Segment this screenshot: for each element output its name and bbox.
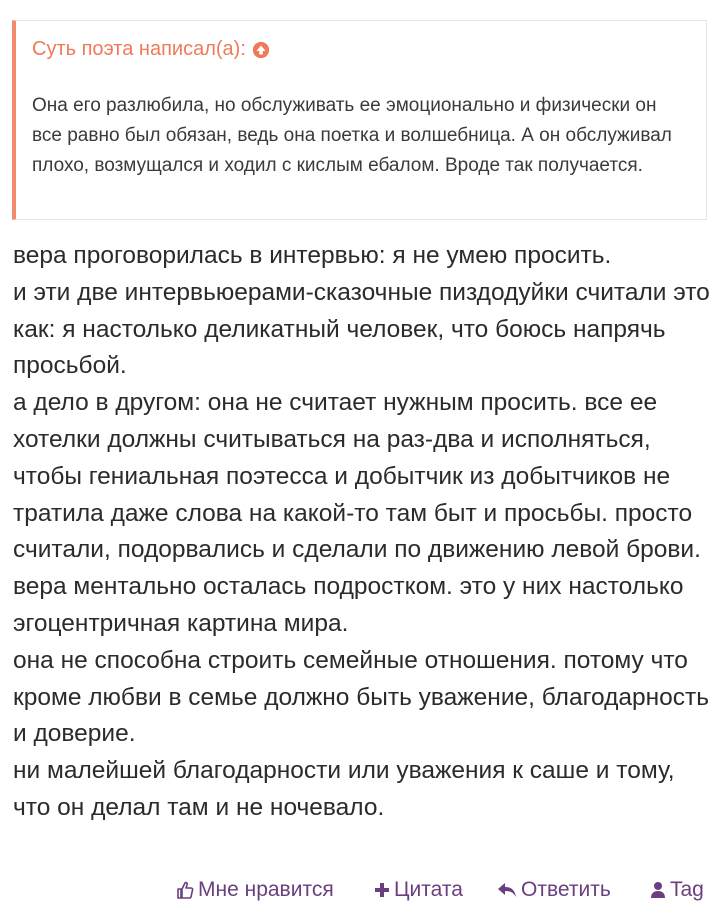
post-actions [0,878,720,908]
thumbs-up-icon [176,880,194,900]
post-paragraph: и эти две интервьюерами-сказочные пиздодуйки считали это как: я настолько деликатный человек, что боюсь напрячь просьбой. [13,278,710,380]
quote-block [12,20,707,220]
quote-button[interactable] [374,878,463,902]
quote-text: Она его разлюбила, но обслуживать ее эмоционально и физически он все равно был обязан, ведь она поетка и волшебница. А он обслуживал плохо, возмущался и ходил с кислым ебалом. Вроде так получается. [32,95,672,176]
tag-label: Tag [670,878,704,901]
user-icon [650,881,666,899]
post-paragraph: она не способна строить семейные отношения. потому что кроме любви в семье должно быть уважение, благодарность и доверие. [13,646,710,748]
quote-label: Цитата [394,878,463,901]
reply-button[interactable] [497,878,611,902]
quote-author[interactable]: Суть поэта написал(а): [32,38,246,60]
post-paragraph: вера ментально осталась подростком. это у них настолько эгоцентричная картина мира. [13,573,684,637]
arrow-up-circle-icon[interactable] [252,41,270,59]
like-label: Мне нравится [198,878,334,901]
quote-header [32,38,270,61]
post-paragraph: ни малейшей благодарности или уважения к саше и тому, что он делал там и не ночевало. [13,757,675,821]
plus-icon [374,882,390,898]
reply-label: Ответить [521,878,611,901]
post-body [13,238,713,827]
reply-arrow-icon [497,882,517,898]
tag-button[interactable] [650,878,704,902]
like-button[interactable] [176,878,334,902]
post-paragraph: вера проговорилась в интервью: я не умею просить. [13,242,612,269]
post-paragraph: а дело в другом: она не считает нужным просить. все ее хотелки должны считываться на раз-два и исполняться, чтобы гениальная поэтесса и добытчик из добытчиков не тратила даже слова на какой-то там быт и просьбы. просто считали, подорвались и сделали по движению левой брови. [13,389,701,564]
